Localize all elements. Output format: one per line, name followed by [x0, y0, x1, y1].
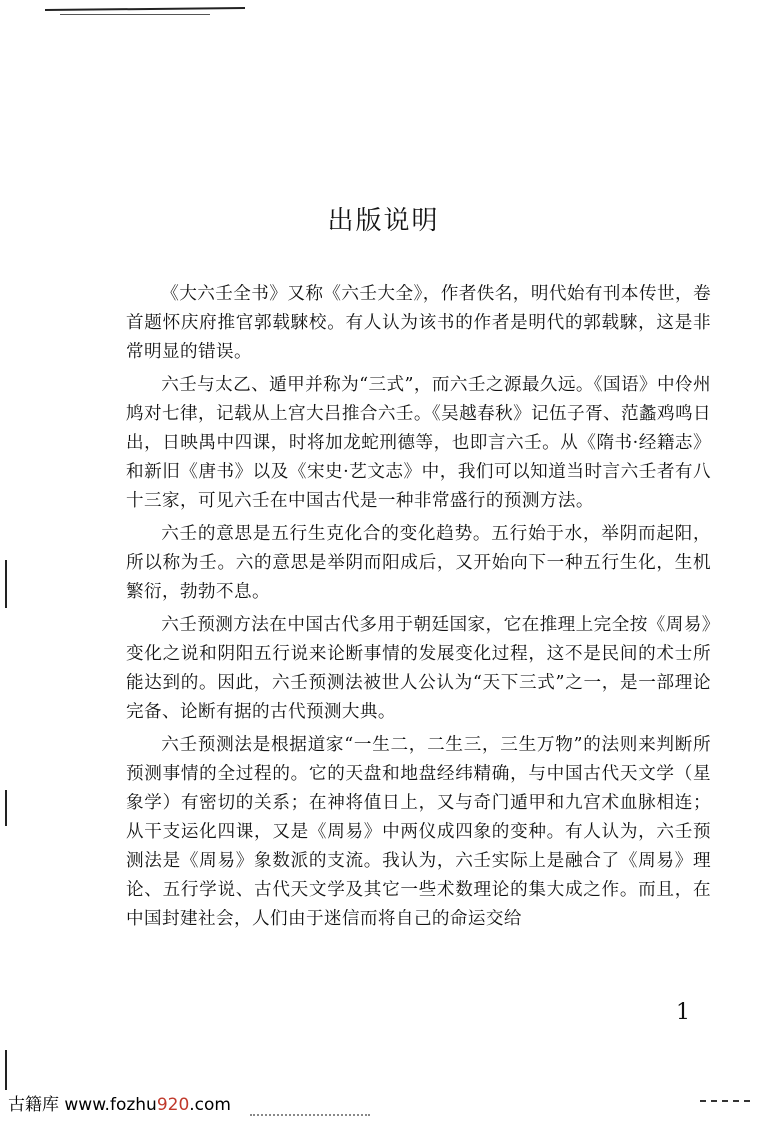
paragraph: 《大六壬全书》又称《六壬大全》，作者佚名，明代始有刊本传世，卷首题怀庆府推官郭载騋校。有人认为该书的作者是明代的郭载騋，这是非常明显的错误。: [126, 284, 711, 362]
watermark-domain-number: 920: [156, 1095, 190, 1115]
watermark-domain-suffix: .com: [189, 1095, 231, 1115]
watermark-site-name: 古籍库: [8, 1095, 59, 1115]
watermark-domain-prefix: www.fozhu: [64, 1095, 157, 1115]
watermark: [8, 1090, 231, 1115]
scan-artifact-mark: [5, 790, 7, 826]
paragraph: 六壬与太乙、遁甲并称为“三式”，而六壬之源最久远。《国语》中伶州鸠对七律，记载从上宫大吕推合六壬。《吴越春秋》记伍子胥、范蠡鸡鸣日出，日映禺中四课，时将加龙蛇刑德等，也即言六壬。从《隋书·经籍志》和新旧《唐书》以及《宋史·艺文志》中，我们可以知道当时言六壬者有八十三家，可见六壬在中国古代是一种非常盛行的预测方法。: [126, 375, 711, 511]
paragraph: 六壬的意思是五行生克化合的变化趋势。五行始于水，举阴而起阳，所以称为壬。六的意思是举阴而阳成后，又开始向下一种五行生化，生机繁衍，勃勃不息。: [126, 524, 711, 602]
page-title: 出版说明: [327, 206, 440, 236]
scan-artifact-line: [60, 14, 210, 15]
page-number: 1: [676, 1000, 690, 1025]
paragraph: 六壬预测方法在中国古代多用于朝廷国家，它在推理上完全按《周易》变化之说和阴阳五行说来论断事情的发展变化过程，这不是民间的术士所能达到的。因此，六壬预测法被世人公认为“天下三式”之一，是一部理论完备、论断有据的古代预测大典。: [126, 615, 711, 722]
document-body: [126, 280, 711, 938]
scan-artifact-mark: [5, 1050, 7, 1090]
paragraph: 六壬预测法是根据道家“一生二，二生三，三生万物”的法则来判断所预测事情的全过程的。它的天盘和地盘经纬精确，与中国古代天文学（星象学）有密切的关系；在神将值日上，又与奇门遁甲和九宫术血脉相连；从干支运化四课，又是《周易》中两仪成四象的变种。有人认为，六壬预测法是《周易》象数派的支流。我认为，六壬实际上是融合了《周易》理论、五行学说、古代天文学及其它一些术数理论的集大成之作。而且，在中国封建社会，人们由于迷信而将自己的命运交给: [126, 735, 711, 929]
scan-artifact-dots: [250, 1114, 370, 1118]
scan-artifact-dash: [700, 1100, 750, 1104]
scan-artifact-mark: [5, 560, 7, 608]
scan-artifact-line: [45, 7, 245, 11]
